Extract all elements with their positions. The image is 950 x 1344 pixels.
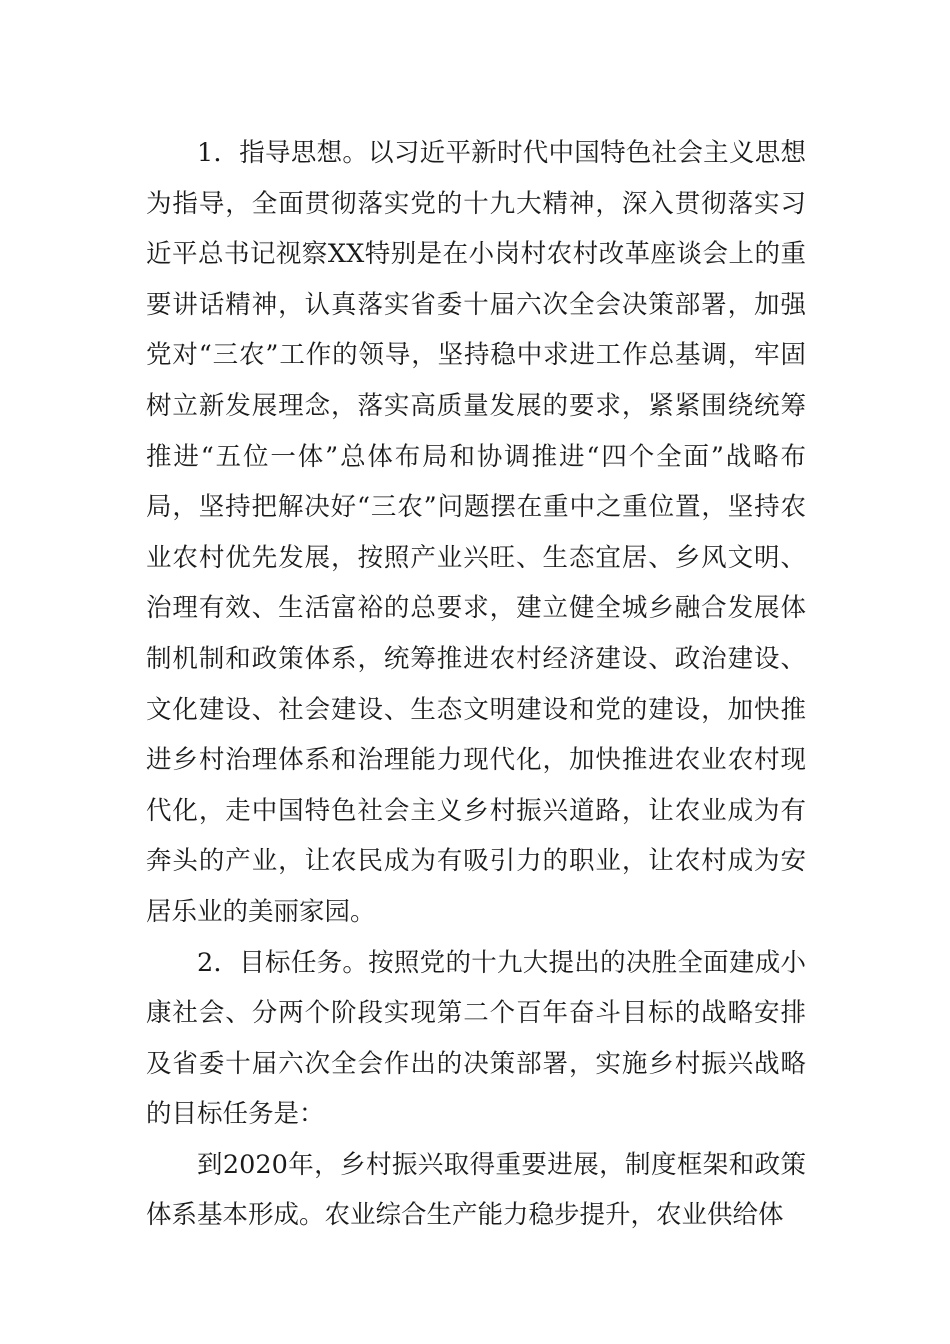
paragraph-2020-target: 到2020年，乡村振兴取得重要进展，制度框架和政策体系基本形成。农业综合生产能力稳步提升，农业供给体 <box>146 1149 806 1231</box>
document-body <box>146 128 806 1241</box>
paragraph-guiding-ideology: 1．指导思想。以习近平新时代中国特色社会主义思想为指导，全面贯彻落实党的十九大精神，深入贯彻落实习近平总书记视察XX特别是在小岗村农村改革座谈会上的重要讲话精神，认真落实省委十届六次全会决策部署，加强党对“三农”工作的领导，坚持稳中求进工作总基调，牢固树立新发展理念，落实高质量发展的要求，紧紧围绕统筹推进“五位一体”总体布局和协调推进“四个全面”战略布局，坚持把解决好“三农”问题摆在重中之重位置，坚持农业农村优先发展，按照产业兴旺、生态宜居、乡风文明、治理有效、生活富裕的总要求，建立健全城乡融合发展体制机制和政策体系，统筹推进农村经济建设、政治建设、文化建设、社会建设、生态文明建设和党的建设，加快推进乡村治理体系和治理能力现代化，加快推进农业农村现代化，走中国特色社会主义乡村振兴道路，让农业成为有奔头的产业，让农民成为有吸引力的职业，让农村成为安居乐业的美丽家园。 <box>146 138 806 927</box>
paragraph-goals-tasks: 2．目标任务。按照党的十九大提出的决胜全面建成小康社会、分两个阶段实现第二个百年奋斗目标的战略安排及省委十届六次全会作出的决策部署，实施乡村振兴战略的目标任务是： <box>146 947 806 1130</box>
